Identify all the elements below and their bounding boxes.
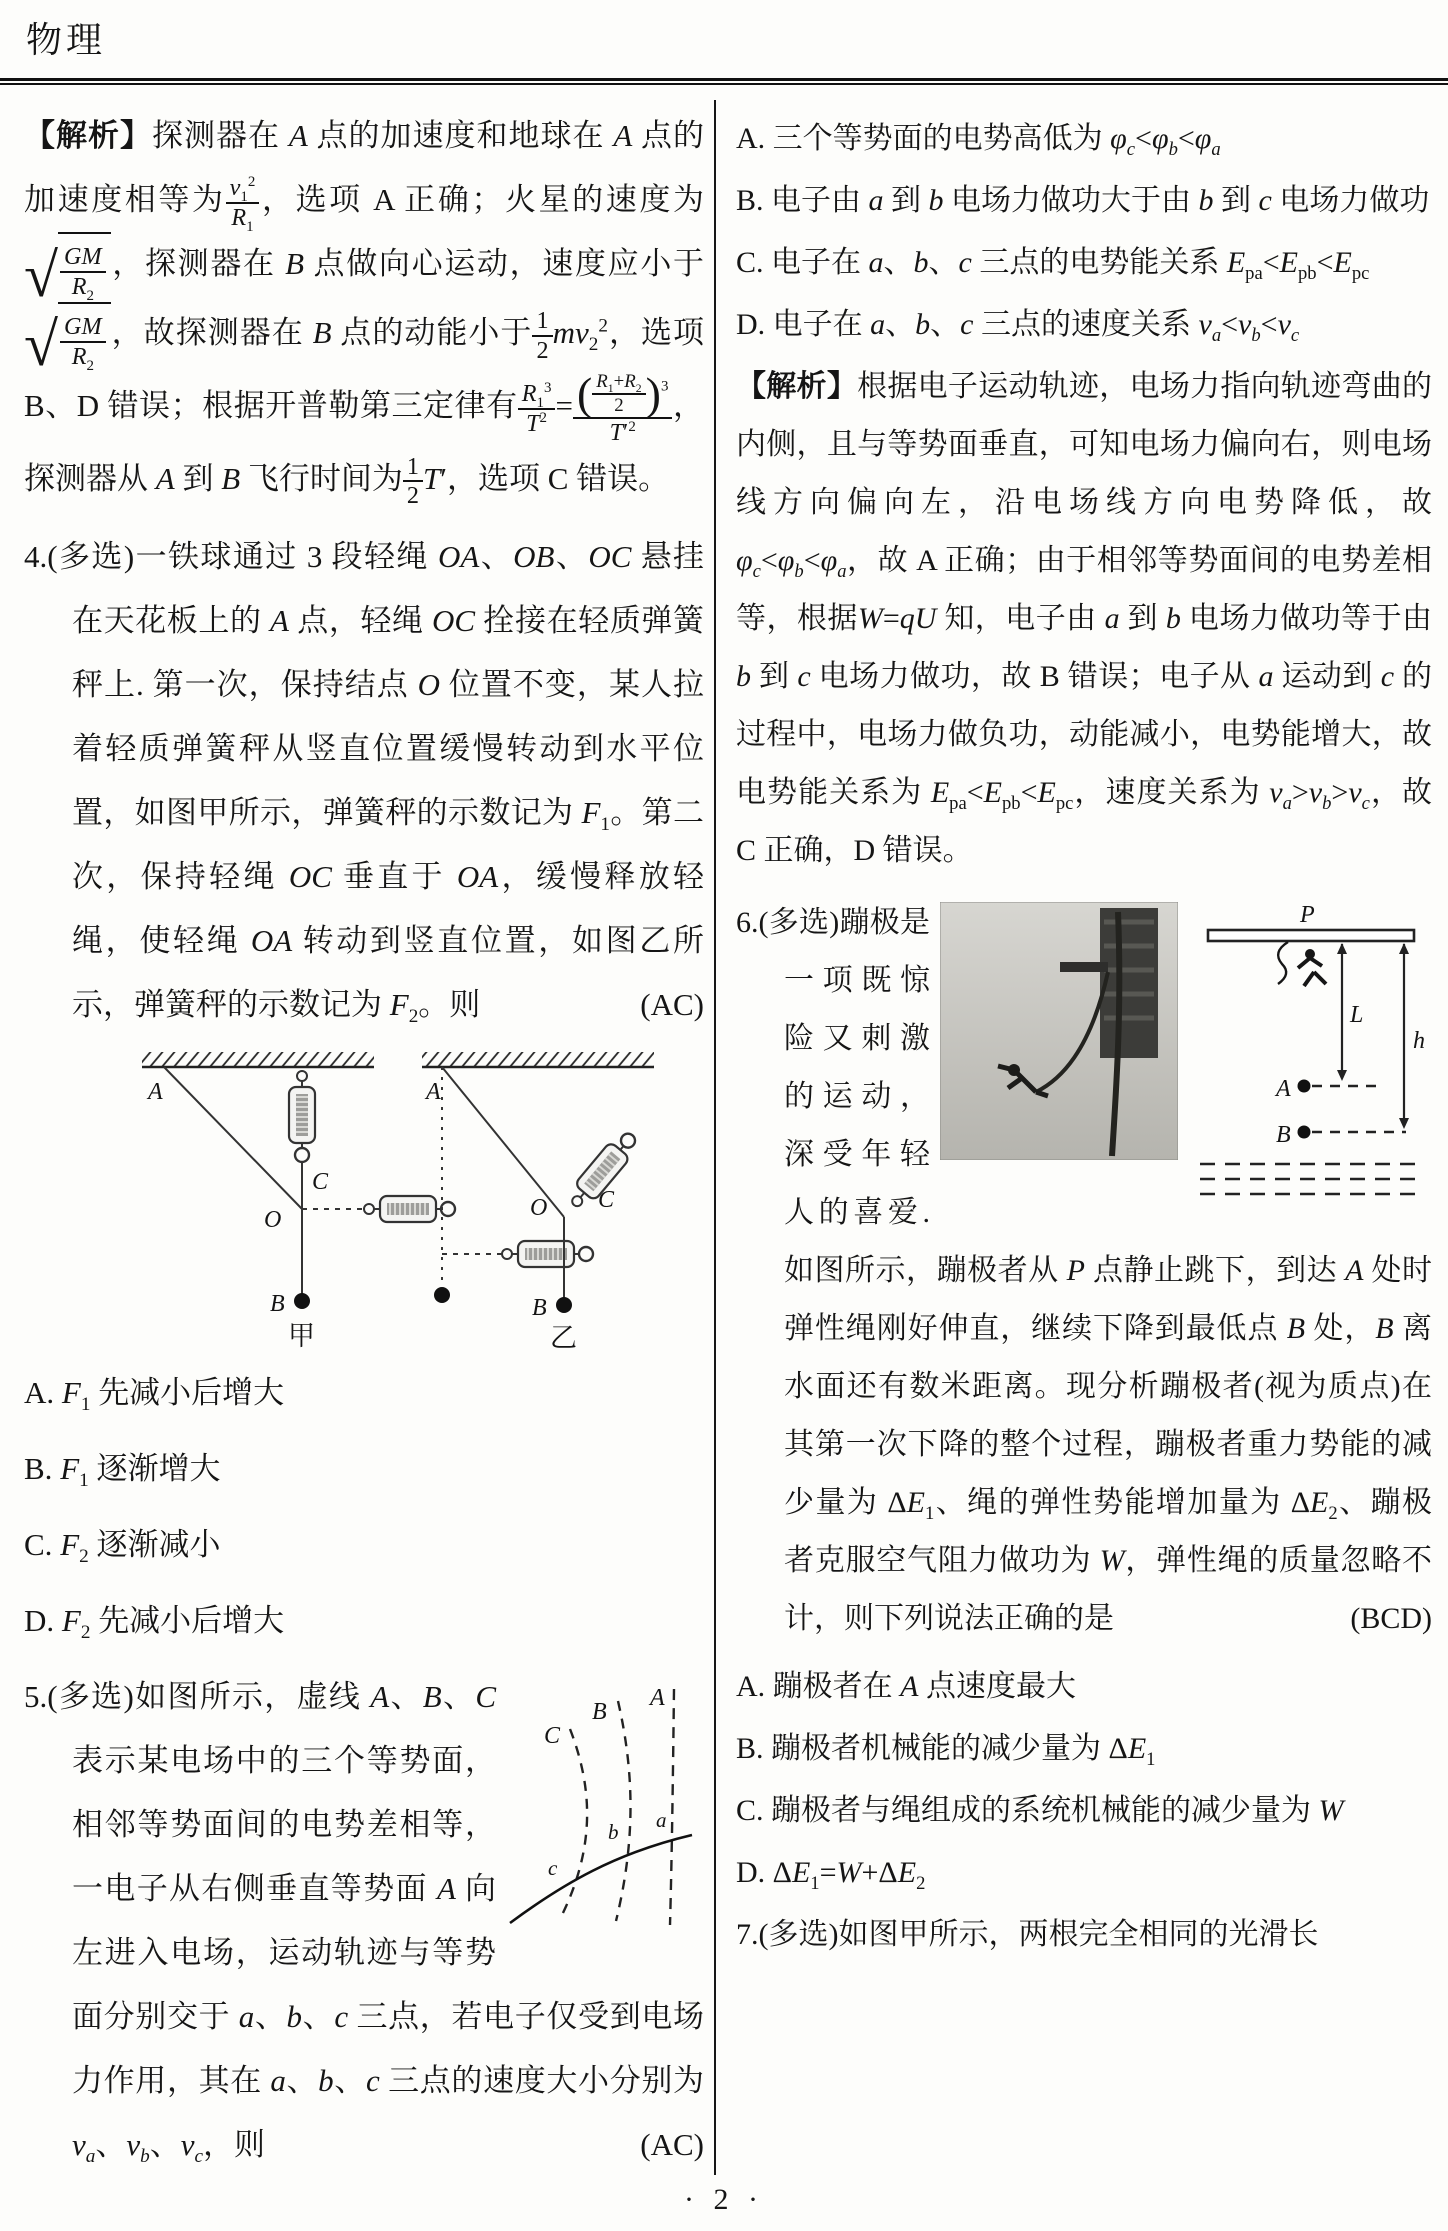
left-column — [0, 100, 714, 2175]
fig4-yi-label-B: B — [532, 1294, 547, 1321]
question-6 — [736, 894, 1432, 1648]
option-item: A. 三个等势面的电势高低为 $\varphi_c<\varphi_b<\varphi_a$ — [736, 122, 1221, 160]
figure-q6-photo — [940, 902, 1178, 1160]
option-item: C. $F_2$ 逐渐减小 — [24, 1526, 221, 1567]
question-6-text: 6.(多选)蹦极是一项既惊险又刺激的运动，深受年轻人的喜爱. 如图所示，蹦极者从 P 点静止跳下，到达 A 处时弹性绳刚好伸直，继续下降到最低点 B 处，B 离水面还有数米距离。现分析蹦极者(视为质点)在其第一次下降的整个过程，蹦极者重力势能的减少量为 $\Delta E_1$、绳的弹性势能增加量为 $\Delta E_2$、蹦极者克服空气阻力做功为 W，弹性绳的质量忽略不计，则下列说法正确的是 — [736, 906, 1433, 1635]
fig4-yi-label-O: O — [530, 1194, 548, 1221]
fig6-label-B: B — [1276, 1122, 1291, 1148]
fig4-jia-label-B: B — [270, 1290, 285, 1317]
question-7 — [736, 1906, 1432, 1964]
question-7-text: 7.(多选)如图甲所示，两根完全相同的光滑长 — [736, 1918, 1319, 1951]
page-title: 物理 — [26, 20, 107, 60]
figure-q4-diagram — [112, 1049, 672, 1349]
fig6-label-P: P — [1300, 902, 1315, 928]
fig5-label-a: a — [656, 1807, 667, 1832]
fig4-jia-label-A: A — [148, 1078, 163, 1105]
fig5-label-A: A — [650, 1684, 665, 1711]
q5-answer: (AC) — [640, 2126, 704, 2162]
fig6-label-h: h — [1413, 1028, 1425, 1054]
q6-answer: (BCD) — [1350, 1602, 1432, 1635]
fig4-yi-label-C: C — [598, 1186, 615, 1213]
q4-answer: (AC) — [640, 986, 704, 1022]
question-4-text: 4.(多选)一铁球通过 3 段轻绳 OA、OB、OC 悬挂在天花板上的 A 点，轻绳 OC 拴接在轻质弹簧秤上. 第一次，保持结点 O 位置不变，某人拉着轻质弹簧秤从竖直位置缓慢转动到水平位置，如图甲所示，弹簧秤的示数记为 $F_1$。第二次，保持轻绳 OC 垂直于 OA，缓慢释放轻绳，使轻绳 OA 转动到竖直位置，如图乙所示，弹簧秤的示数记为 $F_2$。则 — [24, 538, 705, 1027]
q6-options — [736, 1658, 1432, 1902]
figure-q5-wrap — [504, 1671, 704, 1939]
option-item: A. $F_1$ 先减小后增大 — [24, 1374, 285, 1415]
right-column — [716, 100, 1448, 2175]
figure-q4-yi — [422, 1052, 654, 1349]
fig4-yi-label-A: A — [426, 1078, 441, 1105]
option-item: B. 蹦极者机械能的减少量为 $\Delta E_1$ — [736, 1732, 1156, 1770]
option-item: A. 蹦极者在 A 点速度最大 — [736, 1670, 1076, 1703]
fig4-jia-caption: 甲 — [288, 1320, 315, 1349]
option-item: C. 电子在 a、b、c 三点的电势能关系 $E_{pa}<E_{pb}<E_{pc}$ — [736, 246, 1370, 284]
fig5-label-b: b — [608, 1819, 619, 1844]
fig5-label-C: C — [544, 1722, 561, 1749]
fig6-label-L: L — [1350, 1002, 1364, 1028]
solution-q3-text: 【解析】探测器在 A 点的加速度和地球在 A 点的加速度相等为 $\frac{v_1^2}{R_1}$ ，选项 A 正确；火星的速度为 √ $\frac{GM}{R_2}$ ，探测器在 B 点做向心运动，速度应小于 √ $\frac{GM}{R_2}$ ，故探测器在 B 点的动能小于 $\frac{1}{2}$ $mv_2^2$，选项 B、D 错误；根据开普勒第三定律有 $\frac{R_1^3}{T^2}$ = ( $\frac{R_1+R_2}{2}$ ) $^3$ $T'^2$ ，探测器从 A 到 B 飞行时间为 $\frac{1}{2}$ T′，选项 C 错误。 — [24, 118, 704, 496]
figure-q6-diagram — [1192, 902, 1432, 1202]
option-item: B. $F_1$ 逐渐增大 — [24, 1450, 221, 1491]
water-lines — [1200, 1164, 1424, 1194]
solution-q5-text: 【解析】根据电子运动轨迹，电场力指向轨迹弯曲的内侧，且与等势面垂直，可知电场力偏向右，则电场线方向偏向左，沿电场线方向电势降低，故 $\varphi_c<\varphi_b<\varphi_a$，故 A 正确；由于相邻等势面间的电势差相等，根据W=qU 知，电子由 a 到 b 电场力做功等于由 b 到 c 电场力做功，故 B 错误；电子从 a 运动到 c 的过程中，电场力做负功，动能减小，电势能增大，故电势能关系为 $E_{pa}<E_{pb}<E_{pc}$，速度关系为 $v_a>v_b>v_c$，故 C 正确，D 错误。 — [736, 370, 1433, 867]
fig4-jia-label-O: O — [264, 1206, 282, 1233]
option-item: B. 电子由 a 到 b 电场力做功大于由 b 到 c 电场力做功 — [736, 184, 1430, 217]
option-item: C. 蹦极者与绳组成的系统机械能的减少量为 W — [736, 1794, 1344, 1827]
fig5-label-c: c — [548, 1855, 558, 1880]
q5-options — [736, 110, 1432, 354]
option-item: D. $F_2$ 先减小后增大 — [24, 1602, 285, 1643]
fig5-label-B: B — [592, 1698, 607, 1725]
question-4 — [24, 525, 704, 1037]
header-rule — [0, 78, 1448, 85]
page-number: · 2 · — [684, 2183, 764, 2216]
option-item: D. 电子在 a、b、c 三点的速度关系 $v_a<v_b<v_c$ — [736, 308, 1300, 346]
question-5 — [24, 1665, 704, 2177]
figure-q5-diagram — [504, 1671, 704, 1939]
figure-q4-jia — [142, 1052, 455, 1349]
question-5-text: 5.(多选)如图所示，虚线 A、B、C 表示某电场中的三个等势面，相邻等势面间的电势差相等，一电子从右侧垂直等势面 A 向左进入电场，运动轨迹与等势面分别交于 a、b、c 三点，若电子仅受到电场力作用，其在 a、b、c 三点的速度大小分别为 $v_a$、$v_b$、$v_c$，则 — [24, 1678, 705, 2167]
fig4-yi-caption: 乙 — [550, 1322, 577, 1349]
fig6-label-A: A — [1276, 1076, 1291, 1102]
fig4-jia-label-C: C — [312, 1168, 329, 1195]
solution-q3 — [24, 104, 704, 511]
q4-options — [24, 1361, 704, 1653]
option-item: D. $\Delta E_1=W+\Delta E_2$ — [736, 1856, 926, 1894]
solution-q5 — [736, 358, 1432, 880]
figure-q6-wrap — [940, 902, 1432, 1202]
content-columns — [0, 100, 1448, 2175]
